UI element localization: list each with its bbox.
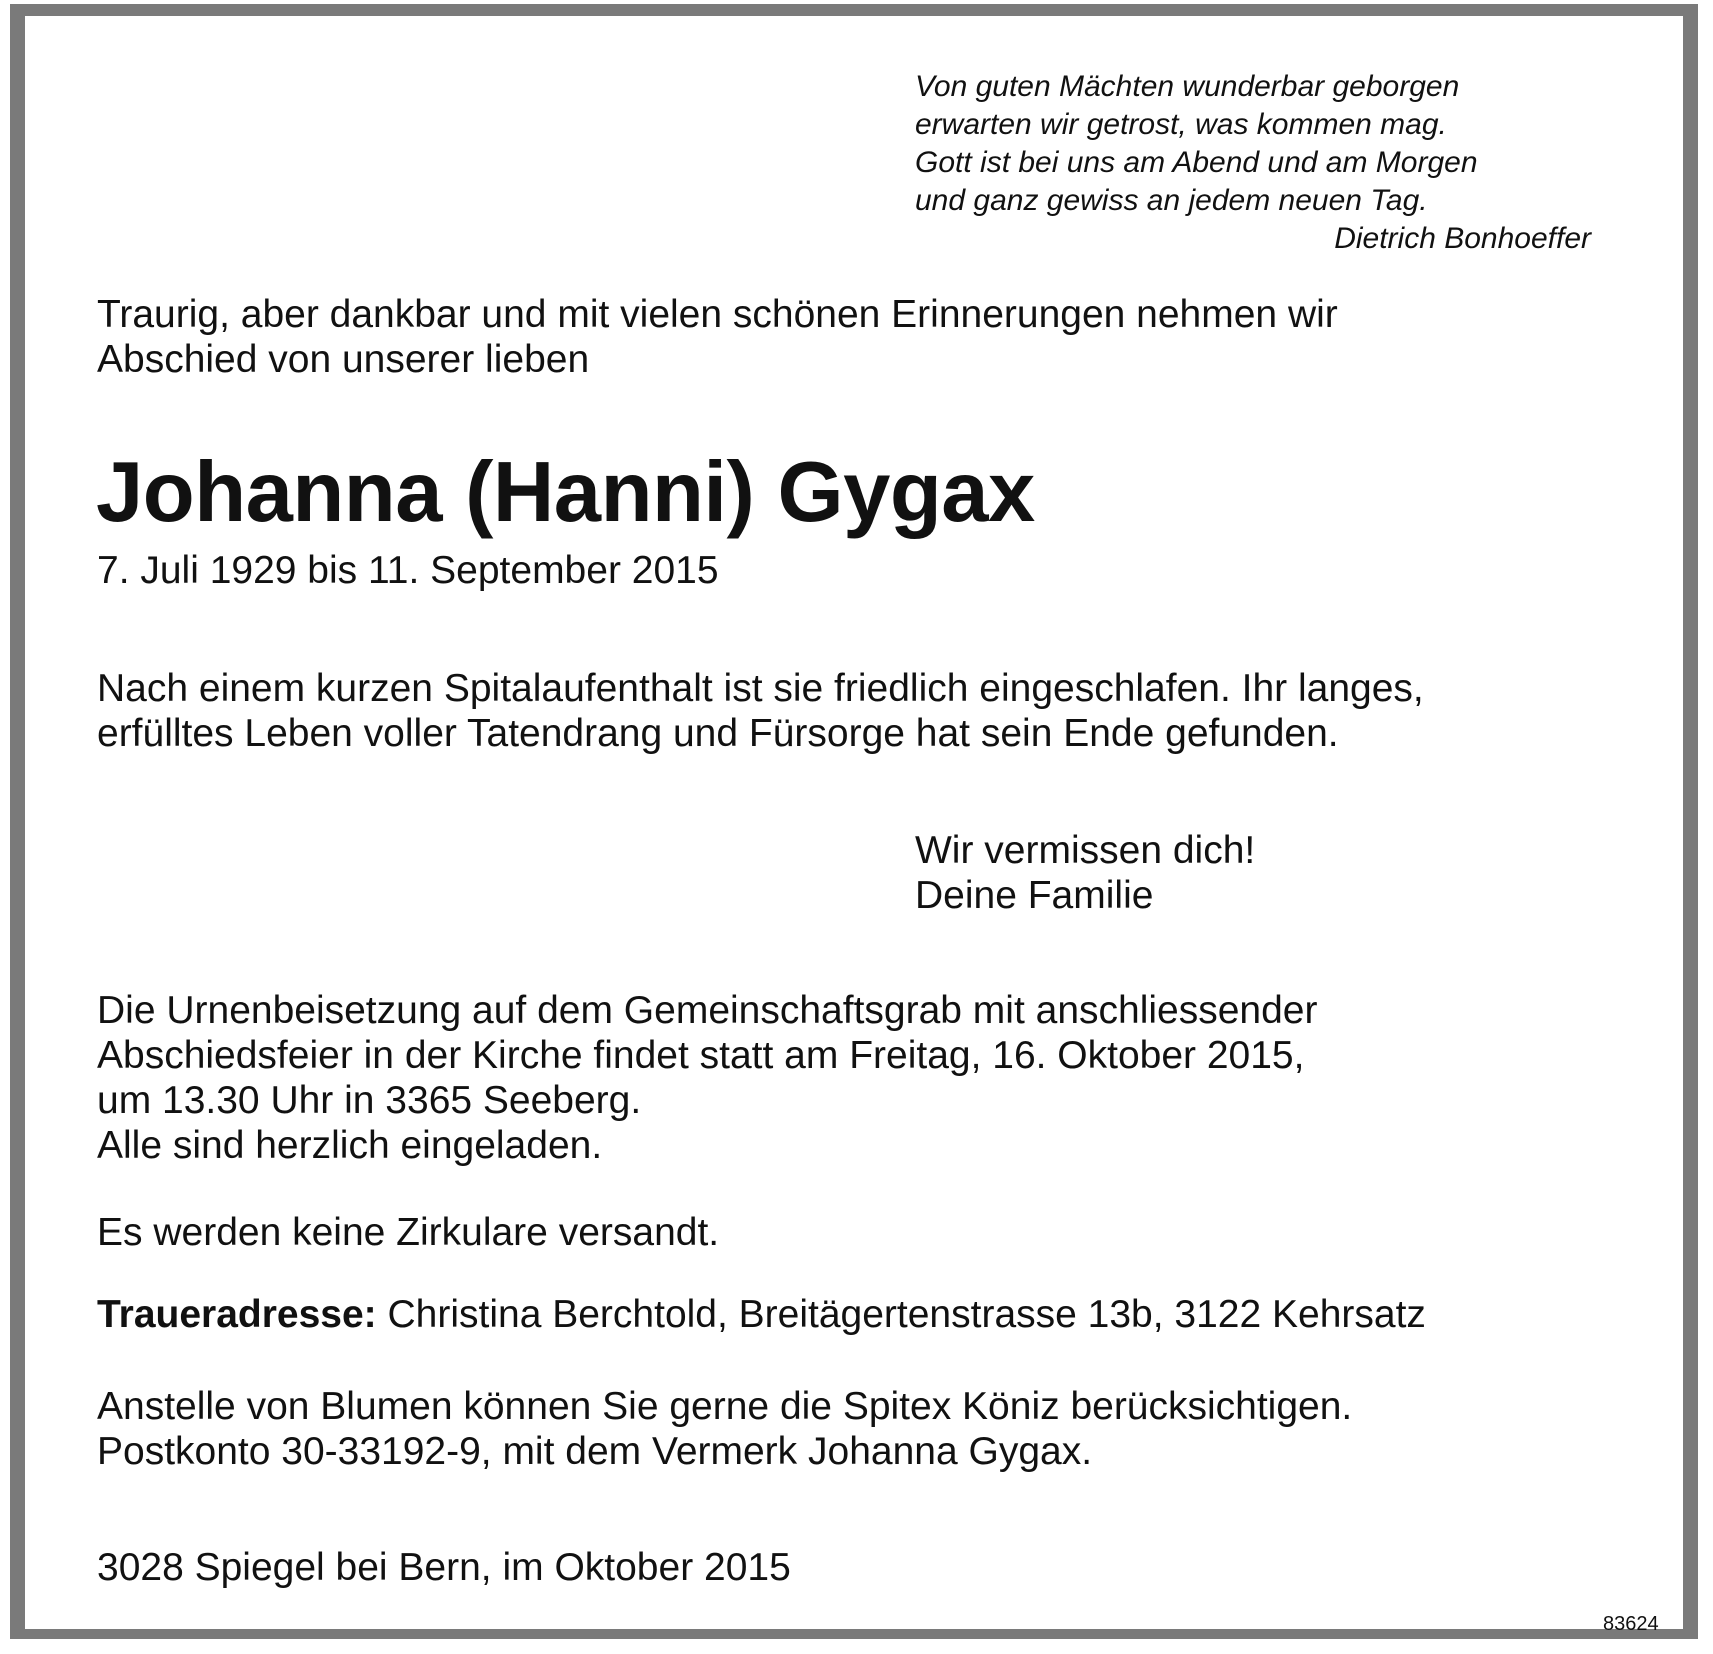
- burial-line: Alle sind herzlich eingeladen.: [97, 1124, 603, 1167]
- quote-line: und ganz gewiss an jedem neuen Tag.: [915, 184, 1428, 217]
- mourning-address: [97, 1292, 1426, 1337]
- quote-line: Von guten Mächten wunderbar geborgen: [915, 70, 1460, 103]
- family-greeting: [915, 828, 1255, 918]
- quote-line: erwarten wir getrost, was kommen mag.: [915, 108, 1447, 141]
- passing-paragraph: [97, 666, 1424, 756]
- donation-line: Postkonto 30-33192-9, mit dem Vermerk Johanna Gygax.: [97, 1430, 1093, 1473]
- burial-line: um 13.30 Uhr in 3365 Seeberg.: [97, 1079, 642, 1122]
- address-value: Christina Berchtold, Breitägertenstrasse 13b, 3122 Kehrsatz: [376, 1293, 1426, 1336]
- place-and-date: 3028 Spiegel bei Bern, im Oktober 2015: [97, 1546, 791, 1589]
- deceased-name: Johanna (Hanni) Gygax: [96, 445, 1035, 540]
- greeting-line: Wir vermissen dich!: [915, 829, 1256, 872]
- no-circulars-notice: Es werden keine Zirkulare versandt.: [97, 1211, 720, 1254]
- greeting-signature: Deine Familie: [915, 874, 1154, 917]
- life-dates: 7. Juli 1929 bis 11. September 2015: [97, 549, 719, 592]
- quote-line: Gott ist bei uns am Abend und am Morgen: [915, 146, 1478, 179]
- bonhoeffer-quote: [915, 68, 1635, 258]
- intro-line: Abschied von unserer lieben: [97, 338, 590, 381]
- quote-author: Dietrich Bonhoeffer: [1334, 222, 1591, 255]
- burial-line: Die Urnenbeisetzung auf dem Gemeinschaftsgrab mit anschliessender: [97, 989, 1318, 1032]
- address-line: [97, 1292, 1426, 1337]
- donation-line: Anstelle von Blumen können Sie gerne die Spitex Köniz berücksichtigen.: [97, 1385, 1353, 1428]
- passing-line: Nach einem kurzen Spitalaufenthalt ist sie friedlich eingeschlafen. Ihr langes,: [97, 667, 1424, 710]
- intro-text: [97, 292, 1338, 382]
- address-label: Traueradresse:: [97, 1293, 377, 1336]
- reference-number: 83624: [1603, 1613, 1659, 1635]
- burial-details: [97, 988, 1317, 1168]
- donation-request: [97, 1384, 1352, 1474]
- passing-line: erfülltes Leben voller Tatendrang und Fürsorge hat sein Ende gefunden.: [97, 712, 1339, 755]
- intro-line: Traurig, aber dankbar und mit vielen schönen Erinnerungen nehmen wir: [97, 293, 1338, 336]
- burial-line: Abschiedsfeier in der Kirche findet statt am Freitag, 16. Oktober 2015,: [97, 1034, 1305, 1077]
